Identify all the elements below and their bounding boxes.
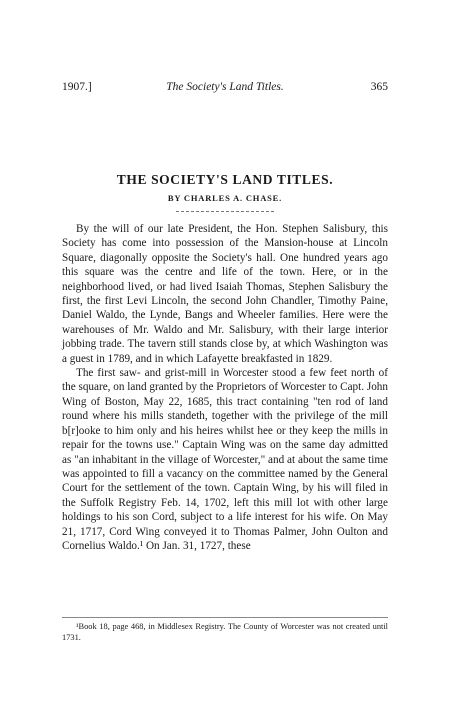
- page-number: 365: [370, 81, 388, 93]
- running-head: [62, 80, 388, 94]
- footnote-divider: [62, 617, 388, 618]
- title-divider: [176, 211, 274, 212]
- body-paragraph-2: The first saw- and grist-mill in Worcester stood a few feet north of the square, on land granted by the Proprietors of Worcester to Capt. John Wing of Boston, May 22, 1685, this tract containing "ten rod of land round where his mills standeth, together with the privilege of the mill b[r]ooke to him only and his heires whilst hee or they keep the mills in repair for the towns use." Captain Wing was on the same day admitted as "an inhabitant in the village of Worcester," and at about the same time was appointed to fill a vacancy on the committee named by the General Court for the settlement of the town. Captain Wing, by his will filed in the Suffolk Registry Feb. 14, 1702, left this mill lot with other large holdings to his son Cord, subject to a life interest for his wife. On May 21, 1717, Cord Wing conveyed it to Thomas Palmer, John Oulton and Cornelius Waldo.¹ On Jan. 31, 1727, these: [62, 367, 388, 552]
- footnote: ¹Book 18, page 468, in Middlesex Registry. The County of Worcester was not created until 1731.: [62, 622, 388, 642]
- running-head-year: 1907.]: [62, 81, 92, 93]
- running-head-title: The Society's Land Titles.: [166, 81, 284, 93]
- body-paragraph-1: By the will of our late President, the Hon. Stephen Salisbury, this Society has come into possession of the Mansion-house at Lincoln Square, diagonally opposite the Society's hall. One hundred years ago this square was the centre and life of the town. Here, or in the neighborhood lived, or had lived Isaiah Thomas, Stephen Salisbury the first, the first Levi Lincoln, the second John Chandler, Timothy Paine, Daniel Waldo, the Lynde, Bangs and Wheeler families. Here were the warehouses of Mr. Waldo and Mr. Salisbury, with their large interior jobbing trade. The tavern still stands close by, at which Washington was a guest in 1789, and in which Lafayette breakfasted in 1829.: [62, 223, 388, 365]
- article-byline: BY CHARLES A. CHASE.: [167, 193, 283, 203]
- article-body: [62, 222, 388, 553]
- article-title: THE SOCIETY'S LAND TITLES.: [116, 172, 334, 187]
